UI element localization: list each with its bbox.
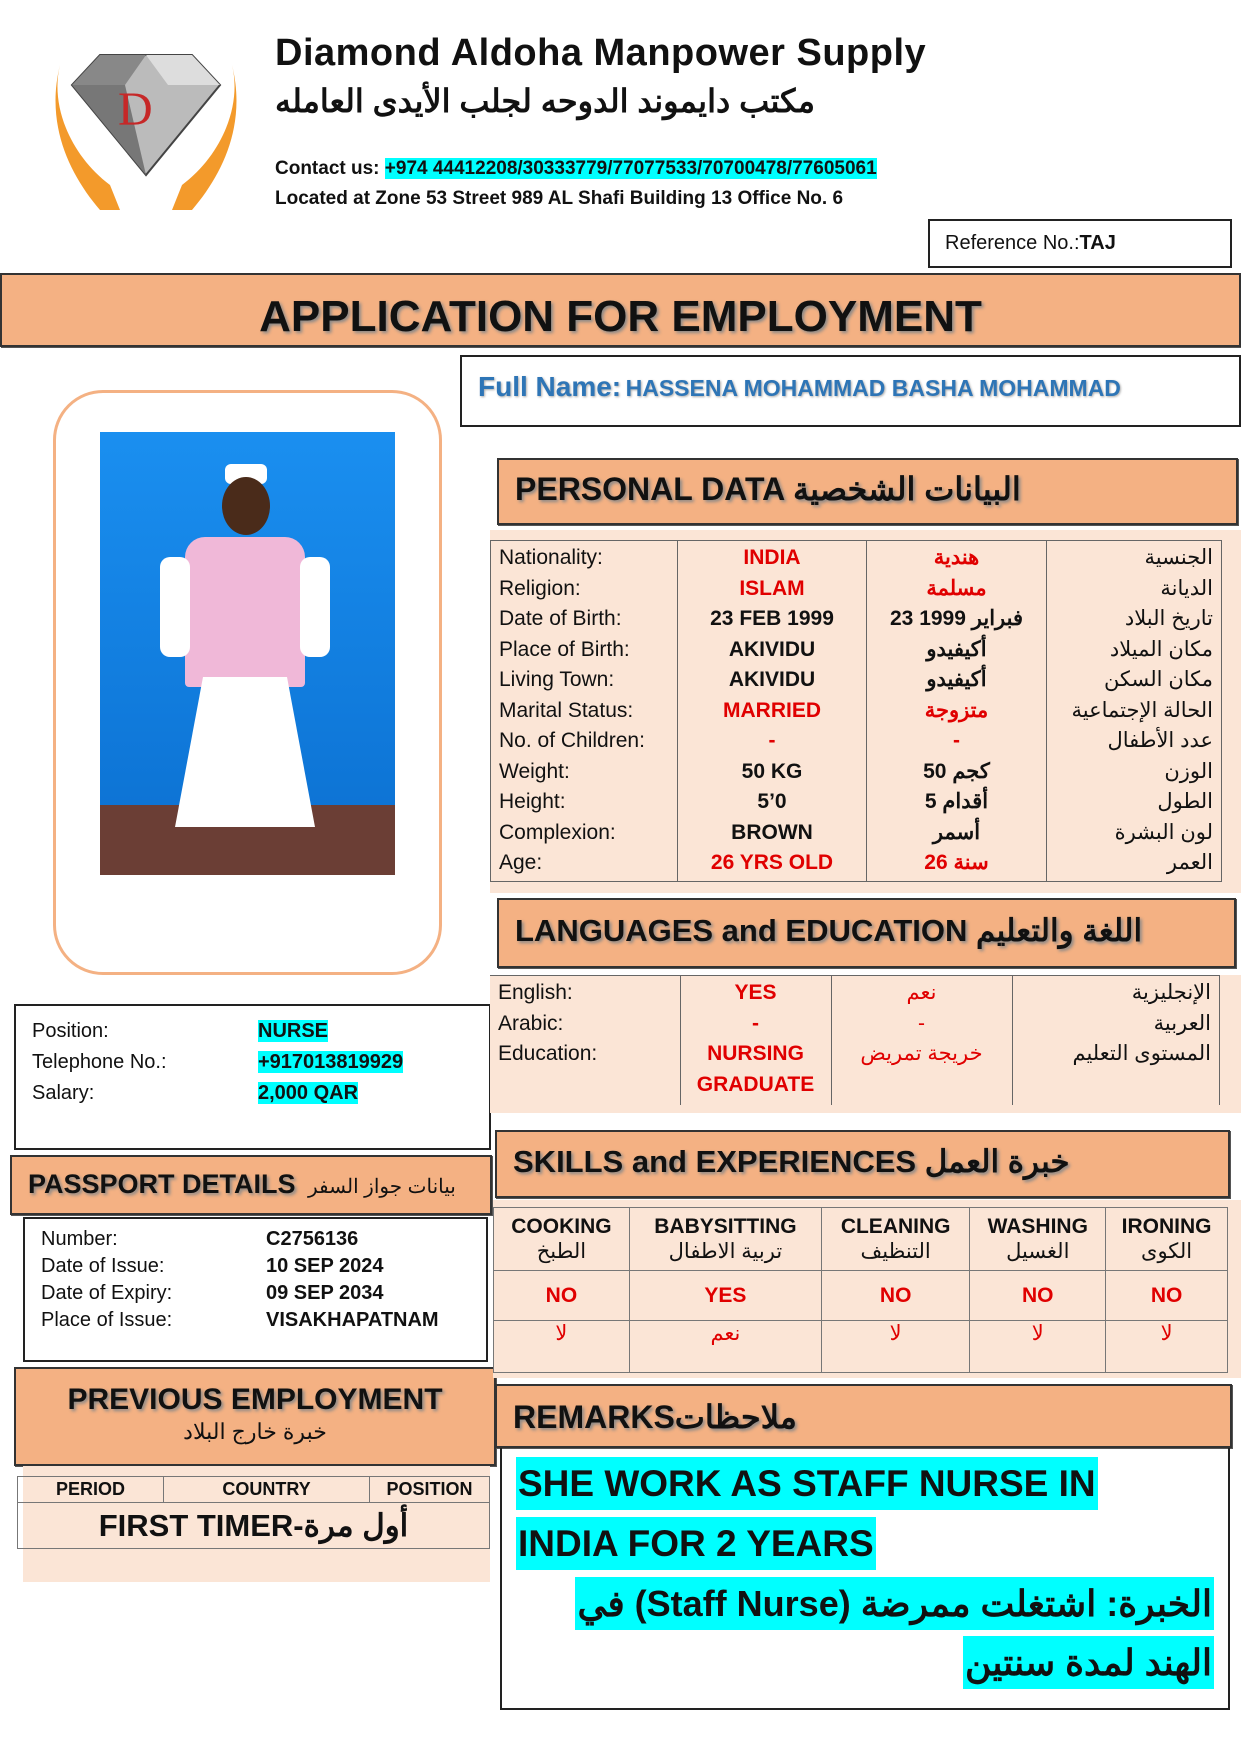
- skills-header: [495, 1130, 1230, 1198]
- english-value: YES: [734, 981, 777, 1004]
- personal-label-ar: تاريخ البلاد: [1124, 607, 1213, 630]
- skill-name-ar: الغسيل: [1006, 1239, 1070, 1263]
- skill-header-cooking: [494, 1208, 630, 1271]
- passport-title: PASSPORT DETAILS: [28, 1169, 296, 1199]
- personal-value: AKIVIDU: [728, 637, 816, 661]
- education-label-ar: المستوى التعليم: [1072, 1042, 1211, 1065]
- previous-employment-title-ar: خبرة خارج البلاد: [183, 1419, 327, 1444]
- skills-table: [493, 1207, 1228, 1373]
- remarks-line-2: INDIA FOR 2 YEARS: [516, 1517, 876, 1570]
- issue-place: VISAKHAPATNAM: [266, 1309, 439, 1331]
- personal-label: Living Town:: [499, 668, 615, 691]
- previous-employment-value: FIRST TIMER-أول مرة: [98, 1507, 409, 1543]
- skill-value: NO: [1106, 1271, 1228, 1321]
- skill-value: NO: [821, 1271, 969, 1321]
- passport-title-ar: بيانات جواز السفر: [307, 1176, 456, 1198]
- skill-name: WASHING: [987, 1214, 1088, 1238]
- skill-name-ar: التنظيف: [860, 1239, 931, 1263]
- telephone-label: Telephone No.:: [32, 1051, 167, 1073]
- telephone-value: +917013819929: [258, 1051, 404, 1073]
- previous-employment-table: [17, 1476, 490, 1549]
- personal-label-ar: عدد الأطفال: [1107, 729, 1213, 752]
- skill-name: IRONING: [1121, 1214, 1212, 1238]
- skill-header-washing: [970, 1208, 1106, 1271]
- skill-value-ar: نعم: [629, 1321, 821, 1373]
- personal-label: Date of Birth:: [499, 607, 622, 630]
- languages-table: [490, 975, 1220, 1105]
- personal-label-ar: لون البشرة: [1114, 820, 1213, 844]
- personal-data-title: PERSONAL DATA البيانات الشخصية: [515, 471, 1021, 507]
- remarks-arabic-2: الهند لمدة سنتين: [963, 1636, 1214, 1689]
- remarks-title: REMARKSملاحظات: [513, 1399, 797, 1435]
- personal-value-ar: 50 كجم: [923, 759, 990, 783]
- skill-header-ironing: [1106, 1208, 1228, 1271]
- previous-employment-header: [14, 1367, 496, 1466]
- personal-value-ar: 26 سنة: [924, 851, 989, 874]
- applicant-photo: [100, 432, 395, 875]
- company-name-ar: مكتب دايموند الدوحه لجلب الأيدى العامله: [275, 83, 815, 119]
- expiry-date-label: Date of Expiry:: [41, 1282, 173, 1304]
- page-title: APPLICATION FOR EMPLOYMENT: [259, 292, 982, 341]
- languages-header: [497, 898, 1236, 968]
- contact-line: [275, 158, 877, 180]
- personal-label-ar: الجنسية: [1144, 546, 1213, 569]
- skill-name: COOKING: [511, 1214, 612, 1238]
- personal-label: Height:: [499, 790, 566, 813]
- skills-title: SKILLS and EXPERIENCES خبرة العمل: [513, 1144, 1070, 1179]
- personal-value-ar: أكيفيدو: [926, 637, 987, 661]
- skill-name: CLEANING: [840, 1214, 951, 1238]
- full-name-box: [460, 355, 1241, 427]
- personal-label-ar: الطول: [1157, 790, 1213, 813]
- company-logo: [40, 35, 252, 215]
- personal-label: Place of Birth:: [499, 637, 630, 661]
- remarks-box: [500, 1448, 1230, 1710]
- remarks-line-1: SHE WORK AS STAFF NURSE IN: [516, 1457, 1098, 1510]
- personal-value-ar: أكيفيدو: [926, 668, 987, 691]
- skill-name: BABYSITTING: [654, 1214, 797, 1238]
- passport-number-label: Number:: [41, 1228, 118, 1250]
- personal-label-ar: الوزن: [1164, 759, 1213, 783]
- personal-value: INDIA: [743, 546, 801, 569]
- personal-value-ar: -: [953, 729, 960, 752]
- personal-value: 26 YRS OLD: [710, 851, 834, 874]
- col-country: COUNTRY: [164, 1477, 370, 1503]
- personal-label: Age:: [499, 851, 543, 874]
- skill-value: NO: [494, 1271, 630, 1321]
- full-name-value: HASSENA MOHAMMAD BASHA MOHAMMAD: [625, 375, 1121, 401]
- personal-value-ar: 23 فبراير 1999: [890, 607, 1023, 630]
- personal-label-ar: العمر: [1166, 851, 1213, 874]
- personal-value: -: [768, 729, 776, 752]
- reference-label: Reference No.:: [945, 232, 1080, 254]
- education-label: Education:: [498, 1042, 598, 1065]
- reference-value: TAJ: [1079, 232, 1116, 254]
- personal-label-ar: الديانة: [1160, 576, 1213, 600]
- personal-value: MARRIED: [723, 698, 821, 722]
- remarks-arabic-1: الخبرة: اشتغلت ممرضة (Staff Nurse) في: [575, 1577, 1214, 1630]
- arabic-value-ar: -: [918, 1011, 925, 1035]
- skill-value-ar: لا: [970, 1321, 1106, 1373]
- job-info-box: [14, 1004, 491, 1150]
- personal-label-ar: مكان الميلاد: [1109, 637, 1213, 661]
- languages-title: LANGUAGES and EDUCATION اللغة والتعليم: [515, 913, 1143, 948]
- reference-box: [928, 219, 1232, 268]
- full-name-label: Full Name:: [478, 371, 622, 402]
- skill-name-ar: الطبخ: [536, 1239, 587, 1263]
- personal-value: ISLAM: [739, 576, 805, 600]
- education-value: NURSING GRADUATE: [696, 1042, 815, 1096]
- position-label: Position:: [32, 1020, 109, 1042]
- skill-name-ar: تربية الاطفال: [668, 1239, 783, 1263]
- passport-header: [10, 1155, 492, 1215]
- personal-label: Complexion:: [499, 820, 616, 844]
- contact-phones: +974 44412208/30333779/77077533/70700478/77605061: [384, 158, 877, 179]
- english-value-ar: نعم: [906, 981, 937, 1004]
- expiry-date: 09 SEP 2034: [266, 1282, 384, 1304]
- salary-label: Salary:: [32, 1082, 95, 1104]
- remarks-header: [495, 1384, 1232, 1448]
- personal-value: AKIVIDU: [728, 668, 816, 691]
- arabic-label: Arabic:: [498, 1011, 564, 1035]
- english-label: English:: [498, 981, 573, 1004]
- personal-value: BROWN: [731, 820, 813, 844]
- education-value-ar: خريجة تمريض: [860, 1042, 983, 1065]
- personal-value-ar: هندية: [933, 546, 980, 569]
- personal-data-header: [497, 458, 1238, 525]
- previous-employment-title: PREVIOUS EMPLOYMENT: [67, 1383, 443, 1416]
- arabic-value: -: [752, 1011, 759, 1035]
- personal-label: Weight:: [499, 759, 570, 783]
- personal-value-ar: متزوجة: [924, 698, 989, 722]
- skill-value-ar: لا: [821, 1321, 969, 1373]
- skill-value: NO: [970, 1271, 1106, 1321]
- position-value: NURSE: [258, 1020, 329, 1042]
- personal-value-ar: أسمر: [932, 820, 981, 844]
- skill-header-babysitting: [629, 1208, 821, 1271]
- personal-label-ar: مكان السكن: [1103, 668, 1213, 691]
- issue-date-label: Date of Issue:: [41, 1255, 165, 1277]
- personal-value-ar: مسلمة: [926, 576, 987, 600]
- personal-data-table: [490, 540, 1222, 882]
- issue-date: 10 SEP 2024: [266, 1255, 384, 1277]
- passport-box: [23, 1217, 488, 1362]
- skill-value: YES: [629, 1271, 821, 1321]
- english-label-ar: الإنجليزية: [1131, 981, 1211, 1004]
- address: Located at Zone 53 Street 989 AL Shafi Building 13 Office No. 6: [275, 188, 844, 209]
- arabic-label-ar: العربية: [1153, 1011, 1211, 1035]
- personal-value: 50 KG: [741, 759, 803, 783]
- passport-number: C2756136: [266, 1228, 359, 1250]
- personal-value-ar: 5 أقدام: [924, 790, 989, 813]
- personal-label: Marital Status:: [499, 698, 634, 722]
- skill-value-ar: لا: [1106, 1321, 1228, 1373]
- personal-value: 5’0: [757, 790, 787, 813]
- skill-value-ar: لا: [494, 1321, 630, 1373]
- title-banner: [0, 273, 1241, 347]
- col-period: PERIOD: [18, 1477, 164, 1503]
- personal-label: No. of Children:: [499, 729, 645, 752]
- skill-header-cleaning: [821, 1208, 969, 1271]
- issue-place-label: Place of Issue:: [41, 1309, 173, 1331]
- skill-name-ar: الكوى: [1141, 1239, 1193, 1263]
- contact-label: Contact us:: [275, 158, 380, 179]
- personal-label: Nationality:: [499, 546, 603, 569]
- personal-label: Religion:: [499, 576, 581, 600]
- logo-letters: D: [118, 83, 153, 136]
- salary-value: 2,000 QAR: [258, 1082, 359, 1104]
- personal-label-ar: الحالة الإجتماعية: [1071, 698, 1213, 722]
- personal-value: 23 FEB 1999: [710, 607, 834, 630]
- company-name-en: Diamond Aldoha Manpower Supply: [275, 32, 927, 74]
- col-position: POSITION: [370, 1477, 490, 1503]
